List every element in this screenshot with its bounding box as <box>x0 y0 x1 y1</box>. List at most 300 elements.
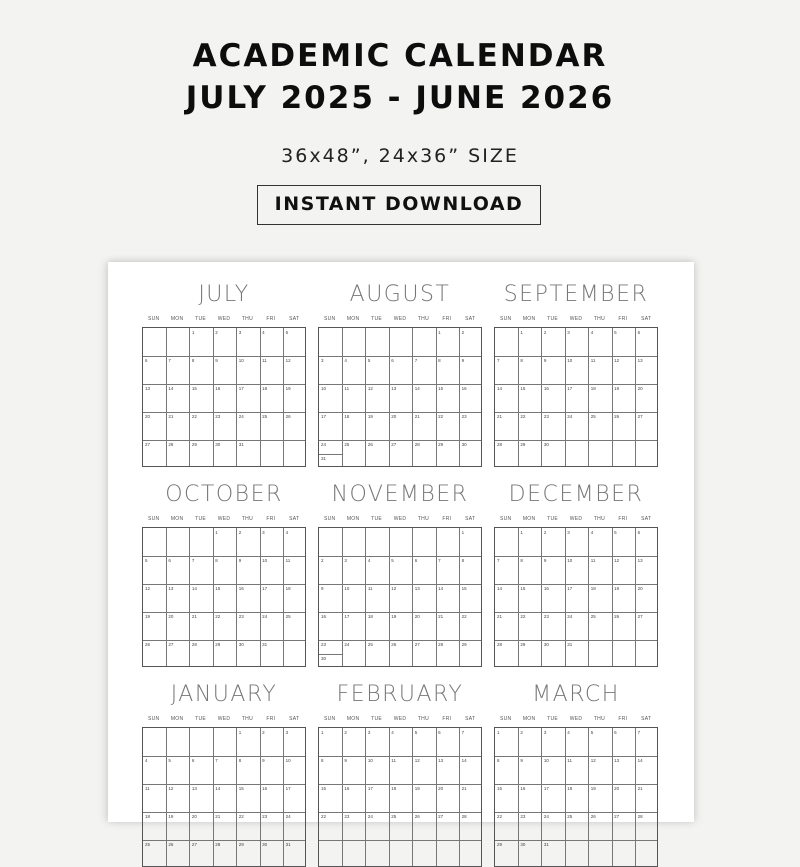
grid-row-line <box>495 356 657 357</box>
weekday-header <box>494 516 658 524</box>
day-number: 15 <box>321 786 327 791</box>
day-number: 8 <box>461 558 465 563</box>
weekday-label: SAT <box>641 316 652 322</box>
weekday-label: MON <box>170 516 184 522</box>
day-number: 10 <box>344 586 350 591</box>
weekday-label: THU <box>417 716 429 722</box>
day-number: 17 <box>543 786 549 791</box>
month-grid <box>318 727 482 867</box>
grid-column-line <box>260 528 261 666</box>
day-number: 6 <box>414 558 418 563</box>
grid-column-line <box>635 328 636 466</box>
weekday-label: THU <box>241 716 253 722</box>
grid-column-line <box>189 328 190 466</box>
day-number: 12 <box>614 558 620 563</box>
split-cell-line <box>319 654 342 655</box>
day-number: 8 <box>321 758 324 763</box>
weekday-label: THU <box>241 316 253 322</box>
weekday-label: TUE <box>547 716 558 722</box>
day-number: 12 <box>367 386 373 391</box>
grid-row-line <box>319 612 481 613</box>
weekday-label: THU <box>417 516 429 522</box>
day-number: 11 <box>145 786 150 791</box>
day-number: 13 <box>637 358 643 363</box>
title-line-2: JULY 2025 - JUNE 2026 <box>185 80 615 116</box>
day-number: 18 <box>590 386 596 391</box>
day-number: 29 <box>238 842 244 847</box>
grid-row-line <box>143 840 305 841</box>
grid-column-line <box>412 728 413 866</box>
grid-column-line <box>166 528 167 666</box>
day-number: 25 <box>391 814 397 819</box>
day-number: 1 <box>321 730 324 735</box>
day-number: 19 <box>145 614 151 619</box>
day-number: 30 <box>321 656 327 661</box>
day-number: 9 <box>344 758 347 763</box>
day-number: 5 <box>168 758 171 763</box>
grid-column-line <box>236 728 237 866</box>
day-number: 23 <box>321 642 327 647</box>
day-number: 19 <box>614 586 620 591</box>
day-number: 14 <box>637 758 643 763</box>
day-number: 7 <box>438 558 441 563</box>
month-name: DECEMBER <box>508 482 644 507</box>
grid-column-line <box>365 528 366 666</box>
day-number: 25 <box>145 842 151 847</box>
grid-column-line <box>213 528 214 666</box>
weekday-label: WED <box>217 716 231 722</box>
grid-column-line <box>541 528 542 666</box>
weekday-label: MON <box>522 316 536 322</box>
day-number: 11 <box>285 558 291 563</box>
day-number: 22 <box>438 414 444 419</box>
day-number: 21 <box>438 614 444 619</box>
day-number: 10 <box>567 358 573 363</box>
grid-column-line <box>213 728 214 866</box>
grid-row-line <box>495 584 657 585</box>
day-number: 26 <box>614 614 620 619</box>
grid-row-line <box>319 756 481 757</box>
weekday-label: TUE <box>547 516 558 522</box>
day-number: 5 <box>145 558 148 563</box>
day-number: 23 <box>461 414 467 419</box>
day-number: 27 <box>637 614 643 619</box>
day-number: 19 <box>367 414 373 419</box>
day-number: 27 <box>391 442 397 447</box>
day-number: 18 <box>145 814 151 819</box>
day-number: 2 <box>321 558 324 563</box>
grid-column-line <box>565 328 566 466</box>
grid-column-line <box>342 528 343 666</box>
day-number: 13 <box>414 586 420 591</box>
day-number: 20 <box>191 814 197 819</box>
day-number: 22 <box>321 814 327 819</box>
day-number: 15 <box>238 786 244 791</box>
day-number: 10 <box>262 558 268 563</box>
grid-column-line <box>588 328 589 466</box>
weekday-header <box>142 516 306 524</box>
day-number: 27 <box>614 814 620 819</box>
weekday-label: SUN <box>323 316 336 322</box>
weekday-label: FRI <box>266 716 276 722</box>
weekday-label: SAT <box>289 716 300 722</box>
day-number: 19 <box>168 814 174 819</box>
day-number: 11 <box>391 758 396 763</box>
day-number: 3 <box>543 730 547 735</box>
day-number: 9 <box>215 358 218 363</box>
day-number: 9 <box>543 358 547 363</box>
month-name: NOVEMBER <box>331 482 469 507</box>
day-number: 23 <box>344 814 350 819</box>
day-number: 25 <box>567 814 573 819</box>
day-number: 13 <box>438 758 444 763</box>
month-name: MARCH <box>532 682 620 707</box>
day-number: 16 <box>520 786 526 791</box>
day-number: 25 <box>344 442 350 447</box>
grid-column-line <box>612 528 613 666</box>
weekday-label: THU <box>417 316 429 322</box>
day-number: 26 <box>367 442 373 447</box>
day-number: 16 <box>238 586 244 591</box>
day-number: 15 <box>520 586 526 591</box>
weekday-label: TUE <box>371 716 382 722</box>
day-number: 20 <box>168 614 174 619</box>
day-number: 28 <box>414 442 420 447</box>
day-number: 6 <box>614 730 617 735</box>
day-number: 10 <box>285 758 291 763</box>
day-number: 8 <box>497 758 500 763</box>
day-number: 24 <box>344 642 350 647</box>
weekday-label: SUN <box>147 716 160 722</box>
day-number: 13 <box>191 786 197 791</box>
day-number: 17 <box>567 386 573 391</box>
day-number: 24 <box>238 414 244 419</box>
grid-row-line <box>495 784 657 785</box>
weekday-label: TUE <box>547 316 558 322</box>
day-number: 20 <box>614 786 620 791</box>
grid-row-line <box>143 412 305 413</box>
day-number: 31 <box>567 642 573 647</box>
grid-column-line <box>166 728 167 866</box>
day-number: 25 <box>590 414 596 419</box>
grid-row-line <box>495 612 657 613</box>
day-number: 28 <box>497 442 503 447</box>
day-number: 30 <box>215 442 221 447</box>
grid-row-line <box>143 640 305 641</box>
day-number: 27 <box>637 414 643 419</box>
weekday-label: TUE <box>371 316 382 322</box>
grid-column-line <box>518 328 519 466</box>
day-number: 24 <box>321 442 327 447</box>
grid-column-line <box>635 728 636 866</box>
weekday-label: THU <box>593 316 605 322</box>
day-number: 14 <box>215 786 221 791</box>
day-number: 17 <box>344 614 350 619</box>
grid-column-line <box>588 528 589 666</box>
day-number: 13 <box>637 558 643 563</box>
day-number: 21 <box>461 786 467 791</box>
weekday-label: MON <box>170 716 184 722</box>
day-number: 15 <box>191 386 197 391</box>
day-number: 17 <box>262 586 268 591</box>
day-number: 13 <box>391 386 397 391</box>
grid-column-line <box>283 528 284 666</box>
day-number: 28 <box>215 842 221 847</box>
day-number: 21 <box>497 614 503 619</box>
weekday-label: MON <box>346 716 360 722</box>
weekday-label: MON <box>522 516 536 522</box>
day-number: 17 <box>285 786 291 791</box>
day-number: 21 <box>191 614 197 619</box>
day-number: 22 <box>238 814 244 819</box>
weekday-label: SAT <box>465 516 476 522</box>
day-number: 6 <box>637 330 641 335</box>
grid-column-line <box>166 328 167 466</box>
month-name: FEBRUARY <box>336 682 464 707</box>
day-number: 8 <box>191 358 195 363</box>
grid-row-line <box>319 584 481 585</box>
day-number: 16 <box>543 586 549 591</box>
day-number: 30 <box>461 442 467 447</box>
day-number: 2 <box>215 330 218 335</box>
day-number: 8 <box>438 358 441 363</box>
grid-row-line <box>495 812 657 813</box>
day-number: 13 <box>168 586 174 591</box>
weekday-header <box>318 316 482 324</box>
day-number: 5 <box>391 558 394 563</box>
day-number: 23 <box>543 414 549 419</box>
weekday-label: SAT <box>465 316 476 322</box>
month-name: OCTOBER <box>165 482 283 507</box>
month-grid <box>494 327 658 467</box>
day-number: 12 <box>590 758 596 763</box>
day-number: 5 <box>614 330 617 335</box>
day-number: 29 <box>215 642 221 647</box>
grid-row-line <box>143 784 305 785</box>
month-name: SEPTEMBER <box>503 282 649 307</box>
day-number: 7 <box>637 730 641 735</box>
weekday-label: WED <box>393 516 407 522</box>
day-number: 22 <box>497 814 503 819</box>
day-number: 6 <box>637 530 641 535</box>
weekday-label: TUE <box>371 516 382 522</box>
month-grid <box>494 727 658 867</box>
day-number: 3 <box>262 530 265 535</box>
day-number: 7 <box>168 358 171 363</box>
grid-column-line <box>189 528 190 666</box>
weekday-label: TUE <box>195 316 206 322</box>
day-number: 4 <box>590 530 594 535</box>
day-number: 30 <box>520 842 526 847</box>
grid-row-line <box>495 384 657 385</box>
day-number: 15 <box>461 586 467 591</box>
day-number: 6 <box>168 558 171 563</box>
calendar-poster <box>108 262 694 847</box>
day-number: 5 <box>614 530 617 535</box>
day-number: 19 <box>414 786 420 791</box>
day-number: 11 <box>367 586 373 591</box>
day-number: 9 <box>520 758 523 763</box>
weekday-label: WED <box>569 516 583 522</box>
weekday-label: SUN <box>499 316 512 322</box>
day-number: 21 <box>497 414 503 419</box>
day-number: 11 <box>262 358 267 363</box>
grid-column-line <box>213 328 214 466</box>
day-number: 23 <box>238 614 244 619</box>
day-number: 16 <box>262 786 268 791</box>
day-number: 14 <box>168 386 174 391</box>
month-grid <box>318 327 482 467</box>
day-number: 27 <box>145 442 151 447</box>
grid-column-line <box>459 728 460 866</box>
day-number: 2 <box>262 730 265 735</box>
grid-row-line <box>495 556 657 557</box>
day-number: 30 <box>543 642 549 647</box>
day-number: 8 <box>520 358 523 363</box>
day-number: 12 <box>145 586 151 591</box>
day-number: 31 <box>321 456 327 461</box>
grid-row-line <box>143 756 305 757</box>
grid-column-line <box>260 728 261 866</box>
grid-row-line <box>143 812 305 813</box>
day-number: 4 <box>367 558 371 563</box>
weekday-label: FRI <box>442 316 452 322</box>
month-grid <box>142 727 306 867</box>
grid-row-line <box>143 584 305 585</box>
day-number: 1 <box>497 730 500 735</box>
day-number: 7 <box>497 358 500 363</box>
grid-row-line <box>143 356 305 357</box>
day-number: 16 <box>543 386 549 391</box>
day-number: 19 <box>285 386 291 391</box>
day-number: 24 <box>285 814 291 819</box>
day-number: 31 <box>543 842 549 847</box>
grid-column-line <box>541 728 542 866</box>
weekday-header <box>318 716 482 724</box>
weekday-label: FRI <box>618 316 628 322</box>
weekday-label: FRI <box>618 716 628 722</box>
grid-column-line <box>459 528 460 666</box>
weekday-label: SAT <box>641 516 652 522</box>
weekday-label: WED <box>569 716 583 722</box>
weekday-label: SAT <box>289 516 300 522</box>
grid-row-line <box>319 356 481 357</box>
grid-column-line <box>459 328 460 466</box>
day-number: 26 <box>391 642 397 647</box>
grid-column-line <box>283 328 284 466</box>
day-number: 4 <box>344 358 347 363</box>
day-number: 1 <box>461 530 465 535</box>
grid-row-line <box>143 612 305 613</box>
day-number: 29 <box>461 642 467 647</box>
day-number: 11 <box>567 758 572 763</box>
weekday-label: SUN <box>147 316 160 322</box>
grid-column-line <box>236 328 237 466</box>
day-number: 14 <box>497 386 503 391</box>
grid-column-line <box>565 528 566 666</box>
day-number: 17 <box>367 786 373 791</box>
day-number: 12 <box>391 586 397 591</box>
grid-column-line <box>342 328 343 466</box>
grid-row-line <box>495 412 657 413</box>
day-number: 11 <box>590 558 596 563</box>
day-number: 18 <box>285 586 291 591</box>
grid-row-line <box>319 840 481 841</box>
weekday-label: FRI <box>266 516 276 522</box>
month-grid <box>494 527 658 667</box>
day-number: 7 <box>461 730 465 735</box>
grid-column-line <box>283 728 284 866</box>
day-number: 21 <box>168 414 174 419</box>
day-number: 28 <box>168 442 174 447</box>
day-number: 18 <box>344 414 350 419</box>
weekday-label: MON <box>346 316 360 322</box>
day-number: 30 <box>238 642 244 647</box>
day-number: 29 <box>520 442 526 447</box>
day-number: 6 <box>145 358 148 363</box>
day-number: 1 <box>238 730 242 735</box>
day-number: 26 <box>414 814 420 819</box>
day-number: 26 <box>590 814 596 819</box>
weekday-header <box>494 716 658 724</box>
weekday-label: FRI <box>266 316 276 322</box>
day-number: 20 <box>414 614 420 619</box>
day-number: 2 <box>238 530 242 535</box>
day-number: 5 <box>367 358 371 363</box>
day-number: 9 <box>543 558 547 563</box>
instant-download-button[interactable]: INSTANT DOWNLOAD <box>257 185 541 225</box>
day-number: 20 <box>637 386 643 391</box>
day-number: 17 <box>567 586 573 591</box>
day-number: 30 <box>262 842 268 847</box>
grid-column-line <box>365 728 366 866</box>
grid-column-line <box>236 528 237 666</box>
day-number: 27 <box>438 814 444 819</box>
day-number: 3 <box>238 330 242 335</box>
weekday-label: THU <box>241 516 253 522</box>
day-number: 22 <box>215 614 221 619</box>
day-number: 29 <box>520 642 526 647</box>
weekday-label: SUN <box>323 516 336 522</box>
day-number: 25 <box>285 614 291 619</box>
day-number: 19 <box>614 386 620 391</box>
day-number: 28 <box>438 642 444 647</box>
day-number: 22 <box>520 414 526 419</box>
grid-row-line <box>319 784 481 785</box>
day-number: 24 <box>567 414 573 419</box>
grid-row-line <box>143 384 305 385</box>
day-number: 18 <box>262 386 268 391</box>
day-number: 25 <box>590 614 596 619</box>
day-number: 16 <box>321 614 327 619</box>
day-number: 28 <box>497 642 503 647</box>
day-number: 20 <box>145 414 151 419</box>
weekday-label: WED <box>217 316 231 322</box>
day-number: 4 <box>391 730 394 735</box>
day-number: 12 <box>414 758 420 763</box>
weekday-label: SAT <box>465 716 476 722</box>
day-number: 10 <box>321 386 327 391</box>
day-number: 10 <box>567 558 573 563</box>
day-number: 24 <box>567 614 573 619</box>
day-number: 9 <box>238 558 242 563</box>
day-number: 25 <box>262 414 268 419</box>
day-number: 3 <box>321 358 324 363</box>
day-number: 21 <box>637 786 643 791</box>
day-number: 26 <box>614 414 620 419</box>
day-number: 9 <box>262 758 265 763</box>
day-number: 19 <box>590 786 596 791</box>
